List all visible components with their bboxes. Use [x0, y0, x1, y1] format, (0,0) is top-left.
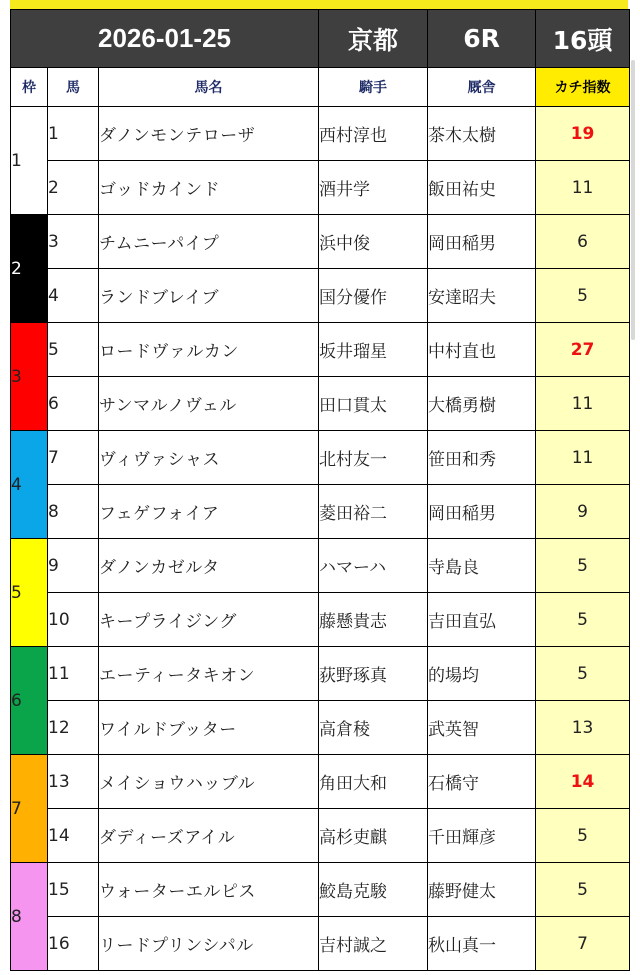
kachi-index-value: 11 [536, 431, 630, 485]
kachi-index-value: 7 [536, 917, 630, 971]
horse-number: 1 [48, 107, 99, 161]
waku-badge: 4 [11, 431, 48, 539]
race-course: 京都 [319, 10, 428, 68]
horse-row[interactable] [11, 917, 630, 971]
horse-number: 7 [48, 431, 99, 485]
kachi-index-value: 5 [536, 863, 630, 917]
waku-badge: 6 [11, 647, 48, 755]
horse-name: ロードヴァルカン [99, 323, 319, 377]
kachi-index-value: 5 [536, 809, 630, 863]
horse-name: ゴッドカインド [99, 161, 319, 215]
trainer-name: 安達昭夫 [428, 269, 536, 323]
race-date: 2026-01-25 [11, 10, 319, 68]
jockey-name: 鮫島克駿 [319, 863, 428, 917]
trainer-name: 藤野健太 [428, 863, 536, 917]
horse-row[interactable] [11, 107, 630, 161]
kachi-index-value: 13 [536, 701, 630, 755]
jockey-name: 西村淳也 [319, 107, 428, 161]
horse-row[interactable] [11, 269, 630, 323]
horse-name: ランドブレイブ [99, 269, 319, 323]
trainer-name: 岡田稲男 [428, 485, 536, 539]
col-jockey: 騎手 [319, 68, 428, 107]
trainer-name: 飯田祐史 [428, 161, 536, 215]
horse-number: 3 [48, 215, 99, 269]
horse-row[interactable] [11, 755, 630, 809]
horse-name: ウォーターエルピス [99, 863, 319, 917]
horse-number: 5 [48, 323, 99, 377]
kachi-index-value: 27 [536, 323, 630, 377]
kachi-index-value: 6 [536, 215, 630, 269]
jockey-name: 高杉吏麒 [319, 809, 428, 863]
waku-badge: 2 [11, 215, 48, 323]
col-waku: 枠 [11, 68, 48, 107]
jockey-name: 吉村誠之 [319, 917, 428, 971]
jockey-name: ハマーハ [319, 539, 428, 593]
kachi-index-value: 5 [536, 647, 630, 701]
col-horse-name: 馬名 [99, 68, 319, 107]
col-uma: 馬 [48, 68, 99, 107]
horse-number: 9 [48, 539, 99, 593]
jockey-name: 坂井瑠星 [319, 323, 428, 377]
horse-number: 8 [48, 485, 99, 539]
kachi-index-value: 14 [536, 755, 630, 809]
horse-name: メイショウハッブル [99, 755, 319, 809]
horse-row[interactable] [11, 539, 630, 593]
trainer-name: 秋山真一 [428, 917, 536, 971]
kachi-index-value: 5 [536, 269, 630, 323]
horse-name: ダノンモンテローザ [99, 107, 319, 161]
horse-name: リードプリンシパル [99, 917, 319, 971]
jockey-name: 菱田裕二 [319, 485, 428, 539]
horse-number: 2 [48, 161, 99, 215]
trainer-name: 吉田直弘 [428, 593, 536, 647]
jockey-name: 国分優作 [319, 269, 428, 323]
jockey-name: 浜中俊 [319, 215, 428, 269]
horse-number: 14 [48, 809, 99, 863]
horse-name: サンマルノヴェル [99, 377, 319, 431]
horse-name: エーティータキオン [99, 647, 319, 701]
waku-badge: 8 [11, 863, 48, 971]
waku-badge: 5 [11, 539, 48, 647]
horse-name: ダディーズアイル [99, 809, 319, 863]
trainer-name: 寺島良 [428, 539, 536, 593]
horse-row[interactable] [11, 161, 630, 215]
horse-name: ヴィヴァシャス [99, 431, 319, 485]
runner-count: 16頭 [536, 10, 630, 68]
horse-name: キープライジング [99, 593, 319, 647]
top-accent-bar [10, 0, 628, 9]
waku-badge: 3 [11, 323, 48, 431]
kachi-index-value: 5 [536, 593, 630, 647]
jockey-name: 高倉稜 [319, 701, 428, 755]
horse-row[interactable] [11, 431, 630, 485]
jockey-name: 北村友一 [319, 431, 428, 485]
horse-name: フェゲフォイア [99, 485, 319, 539]
horse-number: 15 [48, 863, 99, 917]
horse-number: 12 [48, 701, 99, 755]
race-number: 6R [428, 10, 536, 68]
horse-number: 11 [48, 647, 99, 701]
trainer-name: 千田輝彦 [428, 809, 536, 863]
horse-row[interactable] [11, 701, 630, 755]
jockey-name: 荻野琢真 [319, 647, 428, 701]
trainer-name: 的場均 [428, 647, 536, 701]
horse-number: 16 [48, 917, 99, 971]
horse-row[interactable] [11, 215, 630, 269]
waku-badge: 7 [11, 755, 48, 863]
horse-number: 6 [48, 377, 99, 431]
horse-name: チムニーパイプ [99, 215, 319, 269]
trainer-name: 岡田稲男 [428, 215, 536, 269]
col-kachi-index: カチ指数 [536, 68, 630, 107]
jockey-name: 藤懸貴志 [319, 593, 428, 647]
horse-row[interactable] [11, 647, 630, 701]
horse-name: ダノンカゼルタ [99, 539, 319, 593]
kachi-index-value: 19 [536, 107, 630, 161]
kachi-index-value: 11 [536, 377, 630, 431]
col-trainer: 厩舎 [428, 68, 536, 107]
horse-row[interactable] [11, 323, 630, 377]
kachi-index-value: 9 [536, 485, 630, 539]
trainer-name: 大橋勇樹 [428, 377, 536, 431]
trainer-name: 笹田和秀 [428, 431, 536, 485]
trainer-name: 武英智 [428, 701, 536, 755]
trainer-name: 中村直也 [428, 323, 536, 377]
horse-number: 4 [48, 269, 99, 323]
kachi-index-value: 11 [536, 161, 630, 215]
jockey-name: 田口貫太 [319, 377, 428, 431]
jockey-name: 酒井学 [319, 161, 428, 215]
trainer-name: 石橋守 [428, 755, 536, 809]
column-header-row [11, 68, 630, 107]
horse-name: ワイルドブッター [99, 701, 319, 755]
trainer-name: 茶木太樹 [428, 107, 536, 161]
horse-row[interactable] [11, 377, 630, 431]
horse-number: 10 [48, 593, 99, 647]
horse-row[interactable] [11, 485, 630, 539]
horse-row[interactable] [11, 593, 630, 647]
horse-row[interactable] [11, 863, 630, 917]
horse-number: 13 [48, 755, 99, 809]
scrollbar[interactable] [631, 60, 635, 340]
jockey-name: 角田大和 [319, 755, 428, 809]
race-entry-table [10, 9, 630, 971]
horse-row[interactable] [11, 809, 630, 863]
waku-badge: 1 [11, 107, 48, 215]
race-header-row [11, 10, 630, 68]
kachi-index-value: 5 [536, 539, 630, 593]
